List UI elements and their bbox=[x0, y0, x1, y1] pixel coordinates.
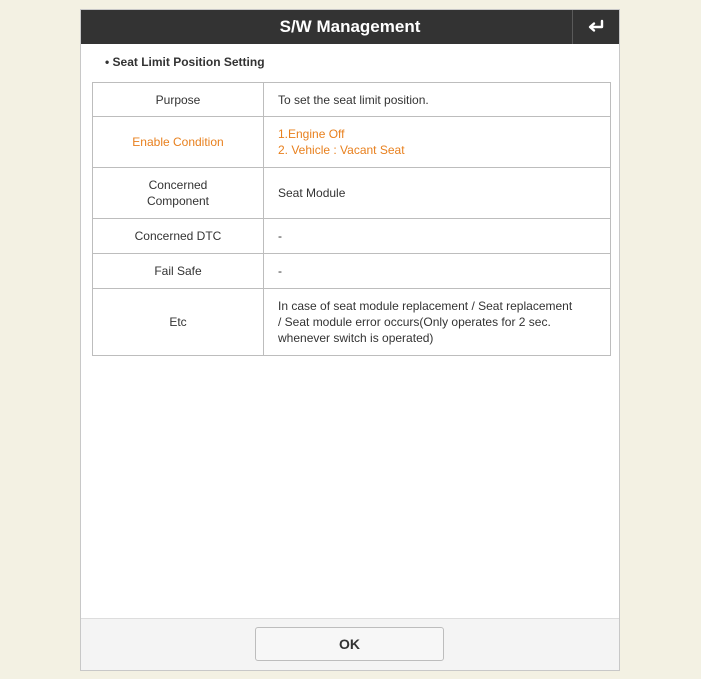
etc-line-2: / Seat module error occurs(Only operates for 2 sec. bbox=[278, 315, 551, 329]
table-row-concerned-component bbox=[93, 168, 611, 219]
row-label-concerned-component bbox=[93, 168, 264, 219]
table-row-etc bbox=[93, 289, 611, 356]
dialog-title: S/W Management bbox=[279, 17, 421, 36]
title-bar bbox=[81, 10, 619, 44]
table-row-concerned-dtc bbox=[93, 219, 611, 254]
row-value-concerned-dtc: - bbox=[264, 219, 611, 254]
enable-condition-line-2: 2. Vehicle : Vacant Seat bbox=[278, 143, 405, 157]
section-title: • Seat Limit Position Setting bbox=[105, 55, 265, 69]
info-table bbox=[92, 82, 611, 356]
sw-management-dialog bbox=[80, 9, 620, 671]
row-label-concerned-dtc: Concerned DTC bbox=[93, 219, 264, 254]
etc-line-1: In case of seat module replacement / Seat replacement bbox=[278, 299, 573, 313]
enable-condition-line-1: 1.Engine Off bbox=[278, 127, 345, 141]
back-button[interactable] bbox=[572, 10, 619, 44]
concerned-component-label-line-1: Concerned bbox=[148, 178, 208, 192]
etc-line-3: whenever switch is operated) bbox=[278, 331, 434, 345]
row-value-concerned-component: Seat Module bbox=[264, 168, 611, 219]
dialog-footer bbox=[81, 618, 619, 670]
row-label-fail-safe: Fail Safe bbox=[93, 254, 264, 289]
table-row-enable-condition bbox=[93, 117, 611, 168]
concerned-component-label-line-2: Component bbox=[146, 194, 210, 208]
table-row-purpose bbox=[93, 83, 611, 117]
return-arrow-icon bbox=[586, 19, 606, 35]
ok-button[interactable]: OK bbox=[255, 627, 444, 661]
row-label-purpose: Purpose bbox=[93, 83, 264, 117]
row-value-purpose: To set the seat limit position. bbox=[264, 83, 611, 117]
row-value-enable-condition bbox=[264, 117, 611, 168]
row-value-etc bbox=[264, 289, 611, 356]
table-row-fail-safe bbox=[93, 254, 611, 289]
row-label-etc: Etc bbox=[93, 289, 264, 356]
row-value-fail-safe: - bbox=[264, 254, 611, 289]
row-label-enable-condition: Enable Condition bbox=[93, 117, 264, 168]
